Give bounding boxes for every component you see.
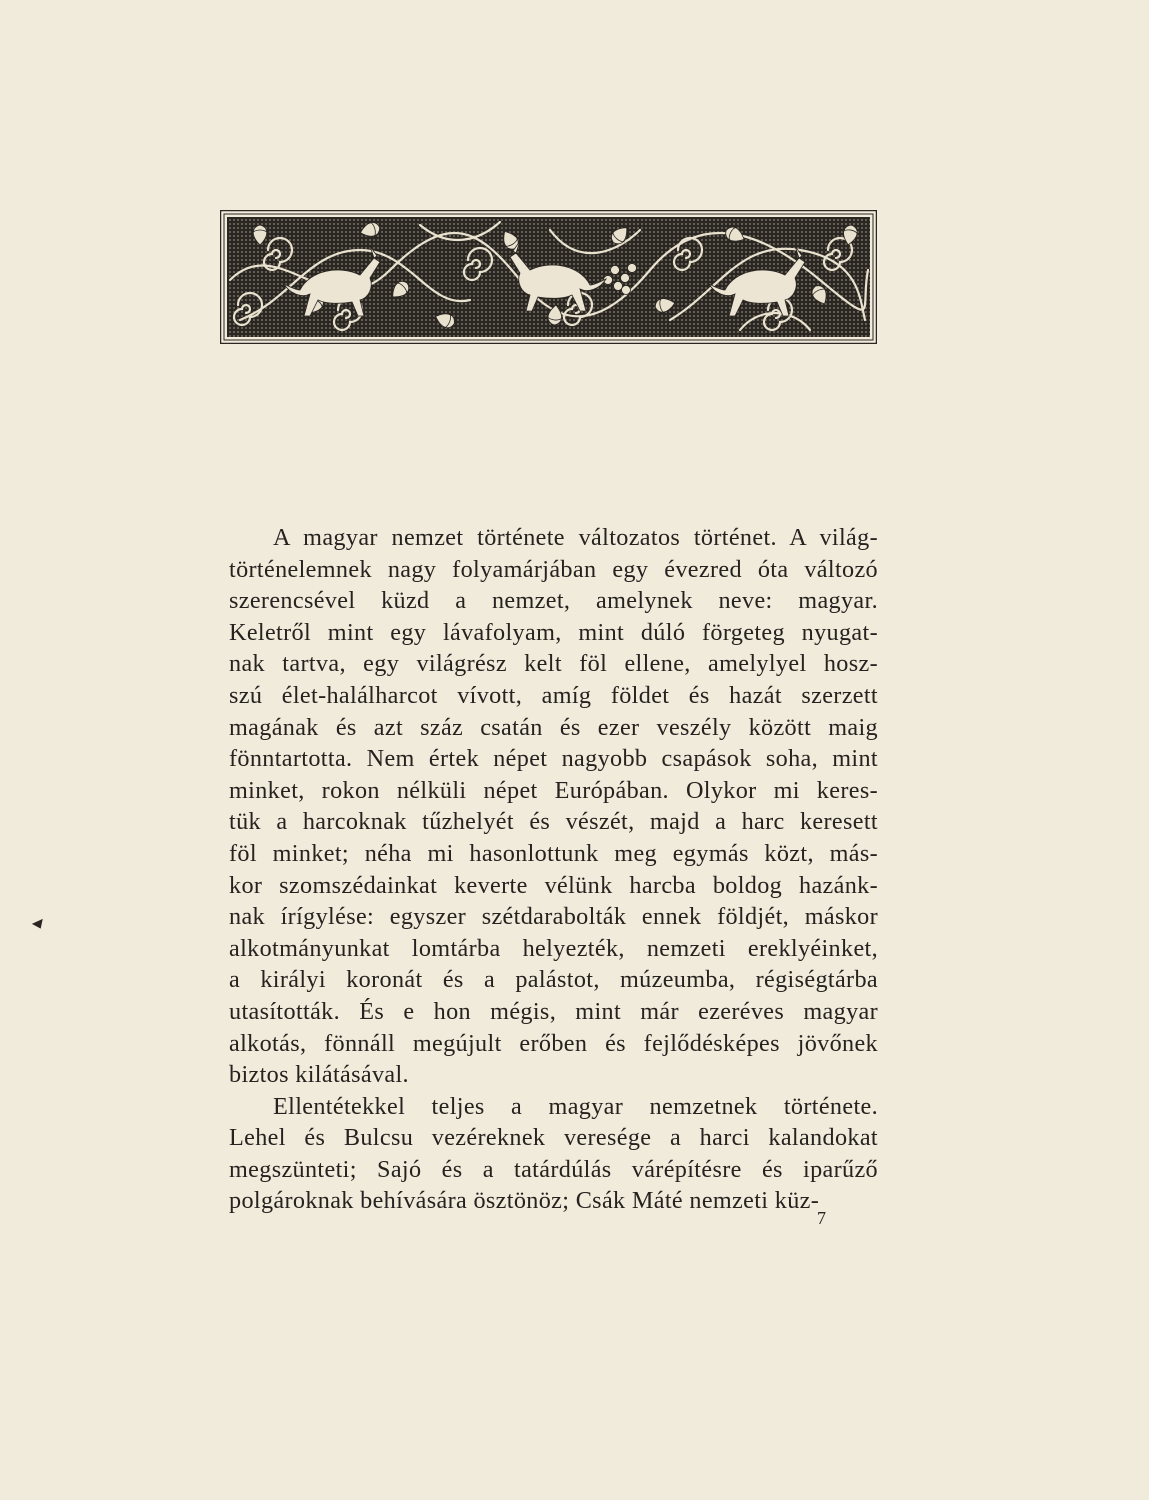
text-line: nak tartva, egy világrész kelt föl ellene, amelylyel hosz- — [229, 650, 878, 678]
grape — [621, 274, 630, 283]
paragraph-1 — [229, 522, 878, 1091]
text-line: Keletről mint egy lávafolyam, mint dúló förgeteg nyugat- — [229, 618, 878, 646]
grape — [628, 264, 637, 273]
ornamental-headpiece-icon — [220, 210, 877, 344]
text-line: Lehel és Bulcsu vezéreknek veresége a harci kalandokat — [229, 1124, 878, 1152]
text-line: alkotás, fönnáll megújult erőben és fejlődésképes jövőnek — [229, 1029, 878, 1057]
text-line: történelemnek nagy folyamárjában egy évezred óta változó — [229, 555, 878, 583]
text-line: A magyar nemzet története változatos történet. A világ- — [273, 524, 878, 551]
text-line: biztos kilátásával. — [229, 1061, 409, 1089]
grape — [614, 282, 623, 291]
margin-ink-mark — [32, 919, 46, 931]
text-line: nak írígylése: egyszer szétdarabolták ennek földjét, máskor — [229, 903, 878, 931]
text-line: Ellentétekkel teljes a magyar nemzetnek története. — [273, 1092, 878, 1120]
text-line: magának és azt száz csatán és ezer veszély között maig — [229, 713, 878, 741]
text-line: a királyi koronát és a palástot, múzeumba, régiségtárba — [229, 966, 878, 994]
body-text — [229, 522, 878, 1217]
text-line: föl minket; néha mi hasonlottunk meg egymás közt, más- — [229, 839, 878, 867]
text-line: szú élet-halálharcot vívott, amíg földet és hazát szerzett — [229, 681, 878, 709]
paragraph-2 — [229, 1091, 878, 1217]
text-line: fönntartotta. Nem értek népet nagyobb csapások soha, mint — [229, 745, 878, 773]
text-line: megszünteti; Sajó és a tatárdúlás várépítésre és iparűző — [229, 1155, 878, 1183]
text-line: szerencsével küzd a nemzet, amelynek neve: magyar. — [229, 587, 878, 615]
text-line: polgároknak behívására ösztönöz; Csák Máté nemzeti küz- — [229, 1187, 820, 1215]
text-line: minket, rokon nélküli népet Európában. Olykor mi keres- — [229, 776, 878, 804]
text-line: utasították. És e hon mégis, mint már ezeréves magyar — [229, 997, 878, 1025]
grape — [611, 266, 620, 275]
text-line: tük a harcoknak tűzhelyét és vészét, majd a harc keresett — [229, 808, 878, 836]
text-line: alkotmányunkat lomtárba helyezték, nemzeti ereklyéinket, — [229, 934, 878, 962]
text-line: kor szomszédainkat keverte vélünk harcba boldog hazánk- — [229, 871, 878, 899]
grape — [622, 286, 631, 295]
page-number: 7 — [817, 1208, 826, 1228]
